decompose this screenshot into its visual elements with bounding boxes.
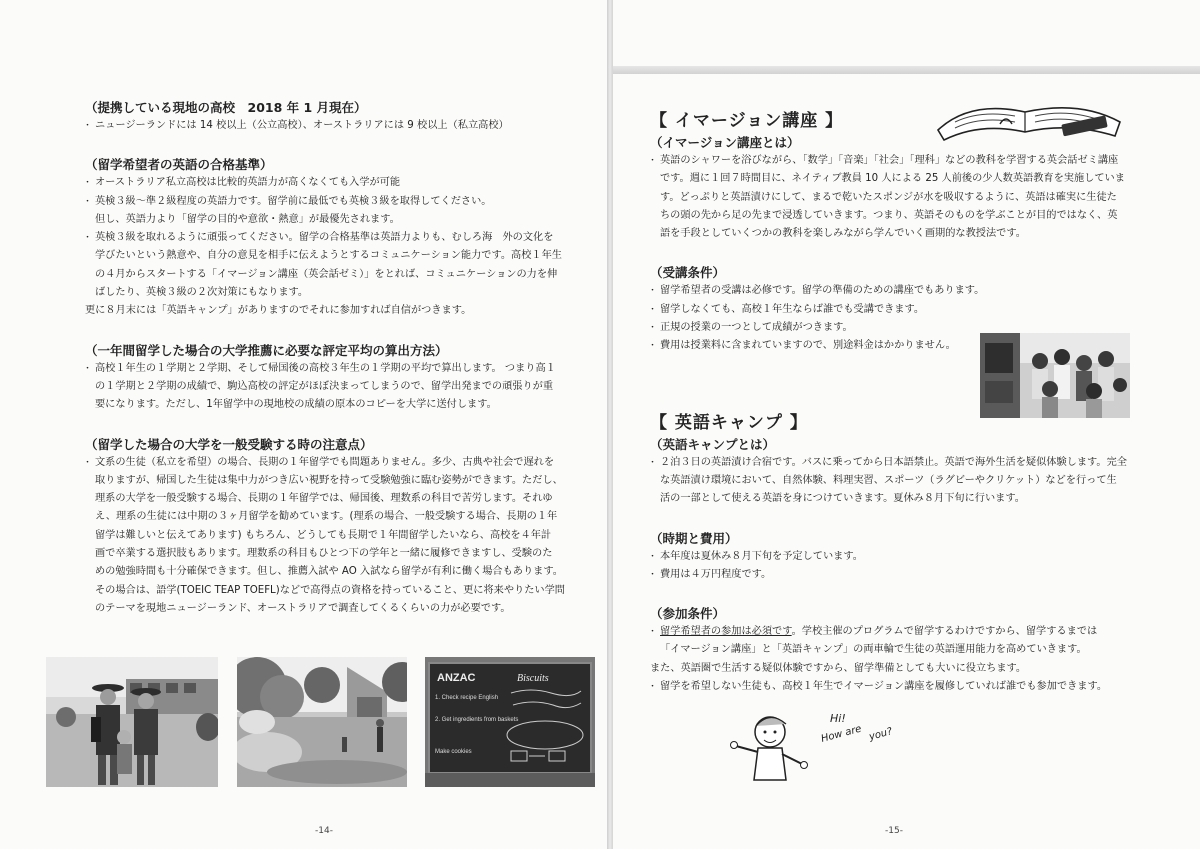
text-line: ・ 英検３級を取れるように頑張ってください。留学の合格基準は英語力よりも、むしろ海 外の文化を [85,229,585,247]
section-heading: （受講条件） [650,265,726,281]
section-heading: （一年間留学した場合の大学推薦に必要な評定平均の算出方法） [85,342,448,358]
text-line: めの勉強時間も十分確保できます。但し、推薦入試や AO 入試なら留学が有利に働く場合もあります。 [95,566,563,578]
waving-boy-illustration [730,710,910,792]
text-line: ・ 留学を希望しない生徒も、高校１年生でイマージョン講座を履修していれば誰でも参加できます。 [650,678,1130,696]
text-line: ・ 英語のシャワーを浴びながら、「数学」「音楽」「社会」「理科」などの教科を学習する英会話ゼミ講座 [650,152,1130,170]
text-line: え、理系の生徒には中期の３ヶ月留学を勧めています。(理系の場合、一般受験する場合、長期の１年 [95,511,558,523]
text-line: 「イマージョン講座」と「英語キャンプ」の両車輪で生徒の英語運用能力を高めていきます。 [660,644,1087,656]
text-line: 学びたいという熱意や、自分の意見を相手に伝えようとするコミュニケーション能力です。高校１年生 [95,250,562,262]
text-line: 語を手段としていくつかの教科を楽しみながら学んでいく画期的な教授法です。 [660,228,1026,240]
text-line: の１学期と２学期の成績で、駒込高校の評定がほぼ決まってしまうので、留学出発までの頑張りが重 [95,380,554,392]
chalkboard-photo [425,657,595,787]
students-uniform-photo [46,657,218,787]
board-text: Make cookies [435,749,472,755]
text-line: その場合は、語学(TOEIC TEAP TOEFL)などで高得点の資格を持っていること、更に将来やりたい学問 [95,584,565,596]
section-heading: （留学した場合の大学を一般受験する時の注意点） [85,436,373,452]
text-line: ・ 費用は授業料に含まれていますので、別途料金はかかりません。 [650,337,1130,355]
section-title: 【 英語キャンプ 】 [650,412,808,433]
text-line: ばしたり、英検３級の２次対策にもなります。 [95,287,309,299]
board-subtitle: Biscuits [517,673,549,684]
text-line: ・ 正規の授業の一つとして成績がつきます。 [650,319,1130,337]
text-line: また、英語圏で生活する疑似体験ですから、留学準備としても大いに役立ちます。 [650,662,1027,674]
text-line: ・ オーストラリア私立高校は比較的英語力が高くなくても入学が可能 [85,174,585,192]
text-line: ・ 高校１年生の１学期と２学期、そして帰国後の高校３年生の１学期の平均で算出します。 つまり高１ [85,360,585,378]
speech-text: Hi! [830,712,846,725]
board-text: 1. Check recipe English [435,695,499,701]
page-number: -15- [885,826,903,836]
board-title: ANZAC [437,672,476,684]
section-heading: （参加条件） [650,606,726,622]
section-heading: （英語キャンプとは） [650,436,776,452]
underlined-text: 留学希望者の参加は必須です [660,626,792,638]
left-text-column [85,99,585,618]
text-line: 留学は難しいと伝えてあります) もちろん、どうしても長期で１年間留学したいなら、高校を４年計 [95,529,552,541]
section-heading: （イマージョン講座とは） [650,135,800,150]
text-line: ・ 文系の生徒（私立を希望）の場合、長期の１年留学でも問題ありません。多少、古典や社会で遅れを [85,454,585,472]
text-line [650,623,1130,641]
text-line: 取りますが、帰国した生徒は集中力がつき広い視野を持って受験勉強に臨む姿勢ができます。ただし、 [95,474,563,486]
text-line: 更に８月末には「英語キャンプ」がありますのでそれに参加すれば自信がつきます。 [85,305,472,317]
text-line: な英語漬け環境において、自然体験、料理実習、スポーツ（ラグビーやクリケット）などを行って生 [660,474,1117,486]
speech-text: you? [867,726,894,743]
text-line: ・ 本年度は夏休み８月下旬を予定しています。 [650,548,1130,566]
text-line: 活の一部として使える英語を身につけていきます。夏休み８月下旬に行います。 [660,493,1025,505]
text-line: ・ 費用は４万円程度です。 [650,566,1130,584]
text-line: ・ 留学しなくても、高校１年生ならば誰でも受講できます。 [650,301,1130,319]
text-line: す。どっぷりと英語漬けにして、まるで乾いたスポンジが水を吸収するように、英語は確実に生徒た [660,191,1117,203]
text-line: です。週に１回７時間目に、ネイティブ教員 10 人による 25 人前後の少人数英語教育を実施していま [660,173,1125,185]
open-book-illustration [930,92,1130,142]
text-line: の４月からスタートする「イマージョン講座（英会話ゼミ）」をとれば、コミュニケーションの力を伸 [95,268,558,280]
text-line: ちの頭の先から足の先まで浸透していきます。つまり、英語そのものを学ぶことが目的ではなく、英 [660,209,1118,221]
text-line: 但し、英語力より「留学の目的や意欲・熱意」が最優先されます。 [95,213,400,225]
text-line: ・ ２泊３日の英語漬け合宿です。バスに乗ってから日本語禁止。英語で海外生活を疑似体験します。完全 [650,454,1130,472]
section-heading: （時期と費用） [650,530,738,546]
section-title: 【 イマージョン講座 】 [650,111,844,131]
page-shadow-band [613,66,1200,74]
text-line: 理系の大学を一般受験する場合、長期の１年留学では、帰国後、理数系の科目で苦労します。それゆ [95,493,553,505]
class-photo [980,333,1130,418]
speech-text: How are [819,723,863,745]
section-heading: （留学希望者の英語の合格基準） [85,157,273,173]
text-line: 画で卒業する選択肢もあります。理数系の科目もひとつ下の学年と一緒に履修できますし、受験のた [95,548,553,560]
board-text: 2. Get ingredients from baskets [435,717,519,723]
page-number: -14- [315,826,333,836]
text-line: のテーマを現地ニュージーランド、オーストラリアで調査してくるくらいの力が必要です。 [95,602,511,614]
section-heading: （提携している現地の高校 2018 年 1 月現在） [85,100,367,115]
text-line: 要になります。ただし、1年留学中の現地校の成績の原本のコピーを大学に送付します。 [95,399,497,411]
text-line: ・ ニュージーランドには 14 校以上（公立高校）、オーストラリアには 9 校以上（私立高校） [85,117,585,135]
text-line: ・ 英検３級～準２級程度の英語力です。留学前に最低でも英検３級を取得してください。 [85,193,585,211]
text-span: 。学校主催のプログラムで留学するわけですから、留学するまでは [791,626,1098,638]
garden-photo [237,657,407,787]
text-line: ・ 留学希望者の受講は必修です。留学の準備のための講座でもあります。 [650,282,1130,300]
